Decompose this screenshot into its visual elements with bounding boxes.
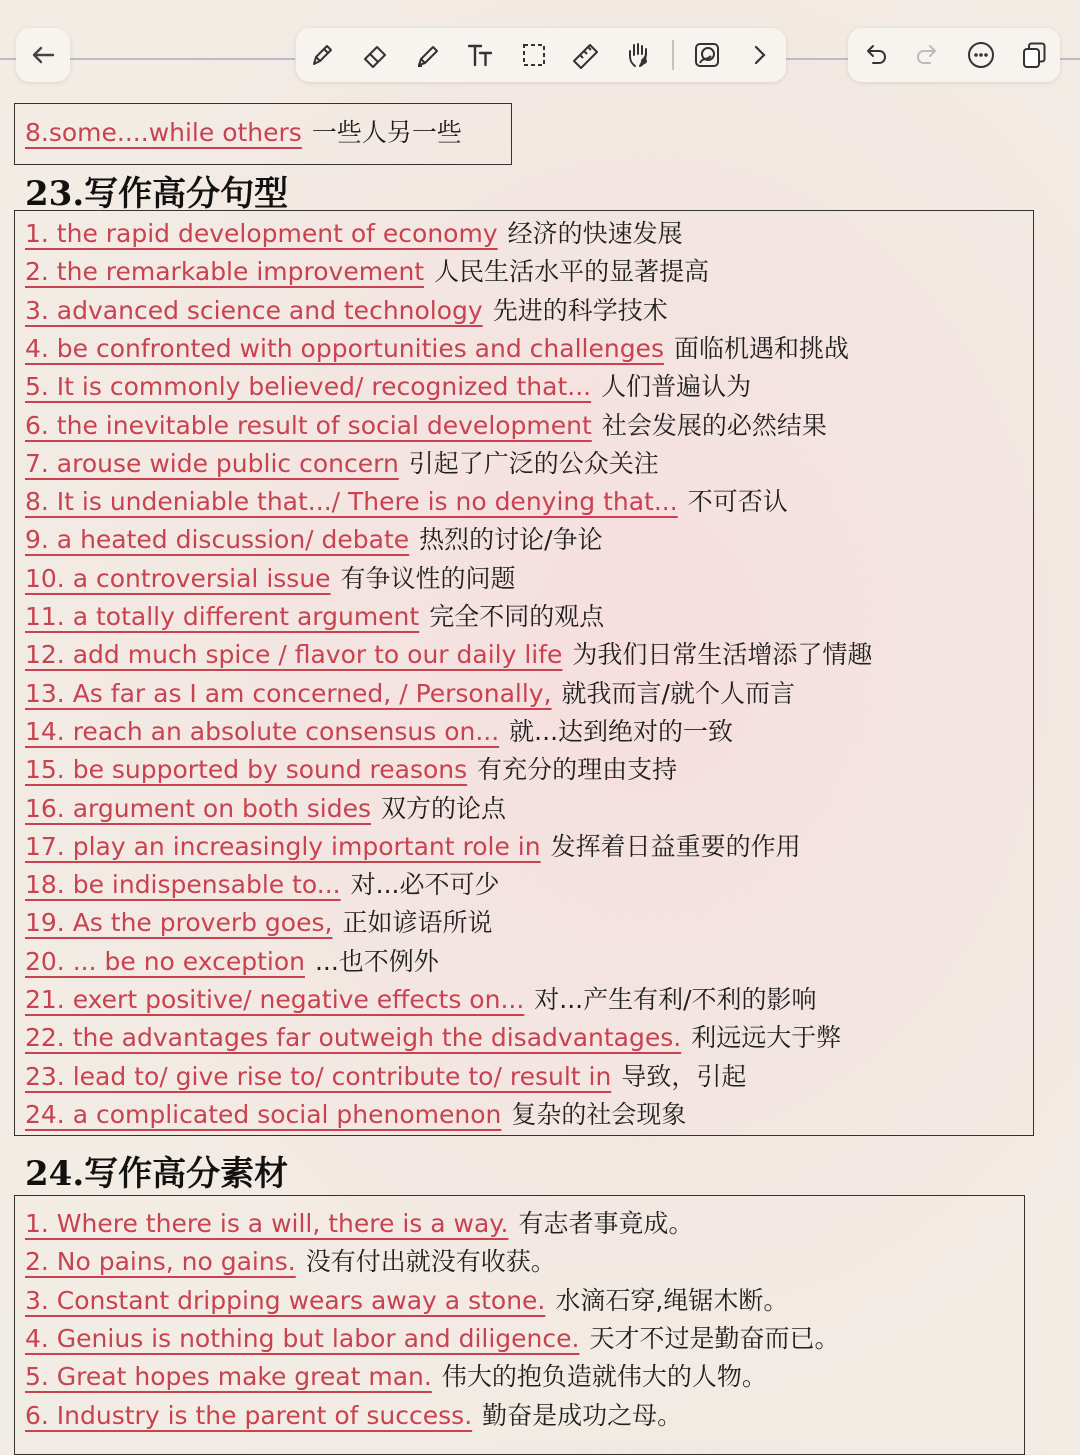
chinese-translation: 完全不同的观点	[429, 602, 605, 631]
english-phrase: 2. No pains, no gains.	[25, 1247, 296, 1277]
chinese-translation: 人民生活水平的显著提高	[434, 257, 710, 287]
chinese-translation: 经济的快速发展	[507, 219, 683, 248]
english-phrase: 5. Great hopes make great man.	[25, 1362, 432, 1392]
highlighter-icon	[412, 39, 444, 71]
english-phrase: 9. a heated discussion/ debate	[25, 525, 410, 555]
chinese-translation: 引起了广泛的公众关注	[408, 448, 659, 478]
back-button[interactable]	[16, 28, 70, 82]
phrase-line	[25, 294, 668, 328]
english-phrase: 4. be confronted with opportunities and challenges	[25, 333, 664, 363]
lasso-select-button[interactable]	[514, 35, 554, 75]
phrase-line	[25, 945, 439, 979]
english-phrase: 3. advanced science and technology	[25, 295, 483, 325]
highlighter-tool-button[interactable]	[408, 35, 448, 75]
phrase-line	[25, 1284, 788, 1318]
chinese-translation: 热烈的讨论/争论	[419, 525, 603, 555]
note-line	[25, 116, 462, 150]
chinese-translation: 有争议性的问题	[340, 563, 516, 593]
phrase-line	[25, 370, 751, 404]
undo-icon	[859, 39, 891, 71]
english-phrase: 4. Genius is nothing but labor and diligence.	[25, 1323, 580, 1353]
phrase-line	[25, 753, 677, 787]
phrase-line	[25, 1360, 767, 1394]
tool-palette	[296, 28, 786, 82]
english-phrase: 3. Constant dripping wears away a stone.	[25, 1285, 546, 1315]
phrase-line	[25, 1245, 556, 1279]
phrase-line	[25, 523, 603, 557]
section-23-box	[14, 210, 1034, 1136]
chinese-translation: 先进的科学技术	[492, 295, 668, 325]
chinese-translation: 为我们日常生活增添了情趣	[572, 640, 873, 670]
english-phrase: 1. Where there is a will, there is a way.	[25, 1209, 509, 1238]
english-phrase: 2. the remarkable improvement	[25, 257, 425, 287]
section-title-23: 23.写作高分句型	[25, 174, 289, 214]
english-phrase: 11. a totally different argument	[25, 602, 420, 631]
phrase-line	[25, 1399, 682, 1433]
chinese-translation: 勤奋是成功之母。	[482, 1400, 683, 1430]
english-phrase: 13. As far as I am concerned, / Personally,	[25, 678, 552, 708]
phrase-line	[25, 1021, 841, 1055]
english-phrase: 21. exert positive/ negative effects on...	[25, 985, 525, 1014]
phrase-line	[25, 332, 849, 366]
pages-icon	[1018, 39, 1050, 71]
chinese-translation: 发挥着日益重要的作用	[550, 831, 801, 861]
english-phrase: 12. add much spice / flavor to our daily life	[25, 640, 563, 670]
english-phrase: 6. the inevitable result of social development	[25, 410, 592, 440]
toolbar	[0, 0, 1080, 100]
phrase-line	[25, 1322, 839, 1356]
phrase-line	[25, 409, 827, 443]
chinese-translation: 没有付出就没有收获。	[305, 1247, 556, 1277]
text-tool-button[interactable]	[461, 35, 501, 75]
more-options-button[interactable]	[961, 35, 1001, 75]
phrase-line	[25, 868, 499, 902]
english-phrase: 10. a controversial issue	[25, 563, 331, 593]
phrase-line	[25, 792, 506, 826]
phrase-line	[25, 983, 817, 1017]
chinese-translation: 导致，引起	[621, 1061, 747, 1091]
divider	[672, 40, 674, 70]
english-phrase: 6. Industry is the parent of success.	[25, 1400, 473, 1430]
redo-button[interactable]	[908, 35, 948, 75]
chinese-translation: 利远远大于弊	[691, 1023, 842, 1053]
english-phrase: 17. play an increasingly important role in	[25, 831, 541, 861]
english-phrase: 22. the advantages far outweigh the disadvantages.	[25, 1023, 682, 1053]
phrase-line	[25, 715, 733, 749]
chinese-translation: 伟大的抱负造就伟大的人物。	[441, 1362, 767, 1392]
english-phrase: 1. the rapid development of economy	[25, 219, 498, 248]
top-note-box	[14, 103, 512, 165]
undo-button[interactable]	[855, 35, 895, 75]
shapes-tool-button[interactable]	[687, 35, 727, 75]
phrase-line	[25, 1098, 686, 1132]
phrase-line	[25, 562, 516, 596]
phrase-line	[25, 906, 492, 940]
divider	[786, 58, 848, 60]
phrase-line	[25, 1207, 693, 1241]
chinese-translation: 天才不过是勤奋而已。	[589, 1323, 840, 1353]
section-title-24: 24.写作高分素材	[25, 1154, 289, 1194]
phrase-line	[25, 447, 659, 481]
divider	[1060, 58, 1080, 60]
pages-button[interactable]	[1014, 35, 1054, 75]
english-phrase: 5. It is commonly believed/ recognized that...	[25, 372, 592, 402]
more-tools-button[interactable]	[740, 35, 780, 75]
phrase-line	[25, 677, 795, 711]
chinese-translation: 双方的论点	[381, 793, 507, 823]
shapes-icon	[691, 39, 723, 71]
english-phrase: 24. a complicated social phenomenon	[25, 1099, 502, 1129]
chinese-translation: 就...达到绝对的一致	[509, 716, 734, 746]
chinese-translation: 不可否认	[687, 487, 788, 517]
chinese-translation: 对...必不可少	[350, 870, 500, 900]
redo-icon	[912, 39, 944, 71]
eraser-tool-button[interactable]	[355, 35, 395, 75]
chinese-translation: 就我而言/就个人而言	[561, 678, 795, 708]
hand-pointer-button[interactable]	[619, 35, 659, 75]
english-phrase: 7. arouse wide public concern	[25, 448, 399, 478]
english-phrase: 20. ... be no exception	[25, 946, 305, 976]
chinese-translation: ...也不例外	[314, 946, 439, 976]
english-phrase: 8.some....while others	[25, 118, 302, 147]
hand-pointer-icon	[623, 39, 655, 71]
action-palette	[848, 28, 1060, 82]
english-phrase: 8. It is undeniable that.../ There is no denying that...	[25, 487, 678, 517]
ruler-icon	[570, 39, 602, 71]
english-phrase: 19. As the proverb goes,	[25, 908, 333, 938]
ruler-tool-button[interactable]	[566, 35, 606, 75]
phrase-line	[25, 217, 683, 251]
arrow-left-icon	[28, 40, 58, 70]
english-phrase: 16. argument on both sides	[25, 793, 371, 823]
phrase-line	[25, 830, 801, 864]
chinese-translation: 复杂的社会现象	[511, 1099, 687, 1129]
phrase-line	[25, 485, 788, 519]
chinese-translation: 有充分的理由支持	[477, 755, 678, 785]
phrase-line	[25, 600, 604, 634]
more-icon	[965, 39, 997, 71]
english-phrase: 23. lead to/ give rise to/ contribute to/ result in	[25, 1061, 612, 1091]
english-phrase: 14. reach an absolute consensus on...	[25, 716, 500, 746]
section-24-box	[14, 1195, 1025, 1455]
chinese-translation: 有志者事竟成。	[518, 1209, 694, 1238]
chinese-translation: 对...产生有利/不利的影响	[534, 985, 817, 1014]
chinese-translation: 面临机遇和挑战	[673, 333, 849, 363]
chinese-translation: 人们普遍认为	[601, 372, 752, 402]
phrase-line	[25, 255, 709, 289]
pen-icon	[306, 39, 338, 71]
english-phrase: 18. be indispensable to...	[25, 870, 341, 900]
eraser-icon	[359, 39, 391, 71]
chevron-right-icon	[744, 39, 776, 71]
phrase-line	[25, 1060, 746, 1094]
chinese-translation: 水滴石穿,绳锯木断。	[555, 1285, 789, 1315]
divider	[70, 58, 295, 60]
chinese-translation: 社会发展的必然结果	[601, 410, 827, 440]
english-phrase: 15. be supported by sound reasons	[25, 755, 468, 785]
text-tool-icon	[465, 39, 497, 71]
chinese-translation: 正如谚语所说	[342, 908, 493, 938]
chinese-translation: 一些人另一些	[311, 118, 462, 147]
pen-tool-button[interactable]	[302, 35, 342, 75]
lasso-select-icon	[518, 39, 550, 71]
phrase-line	[25, 638, 872, 672]
